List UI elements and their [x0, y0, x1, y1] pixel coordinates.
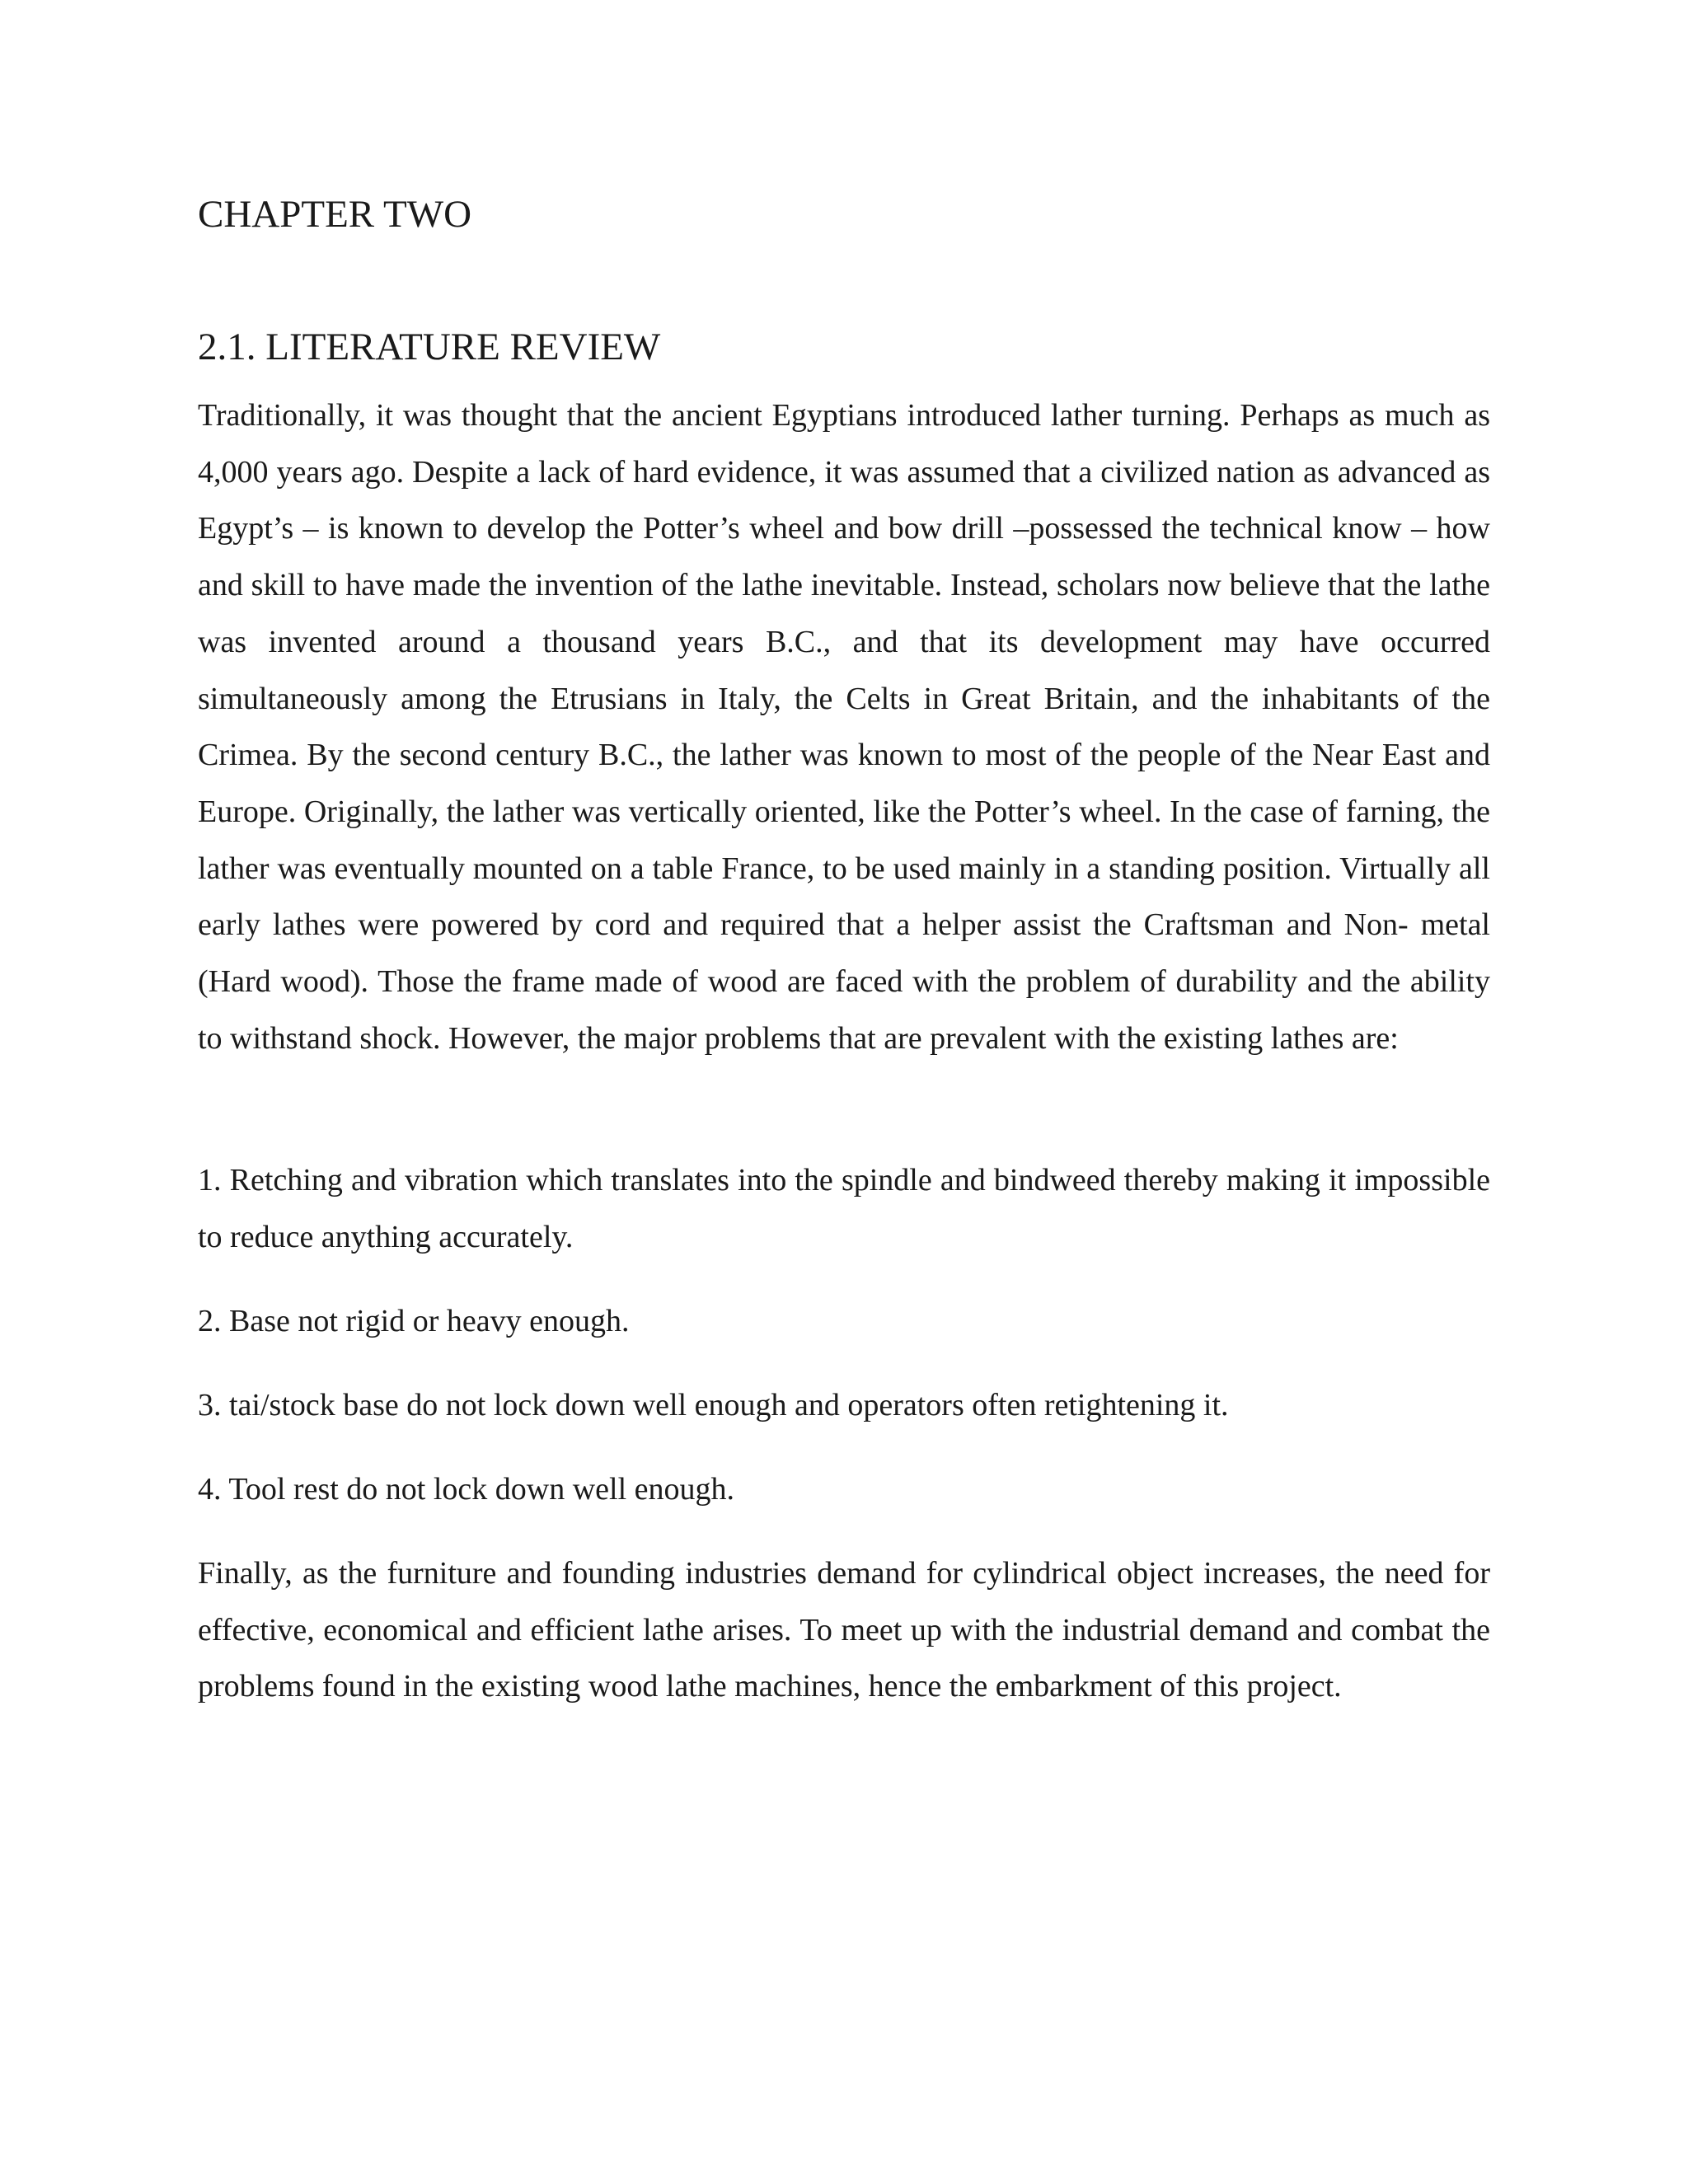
- intro-paragraph: Traditionally, it was thought that the ancient Egyptians introduced lather turning. Perhaps as much as 4,000 years ago. Despite a lack of hard evidence, it was assumed that a civilized nation as advanced as Egypt’s – is known to develop the Potter’s wheel and bow drill –possessed the technical know – how and skill to have made the invention of the lathe inevitable. Instead, scholars now believe that the lathe was invented around a thousand years B.C., and that its development may have occurred simultaneously among the Etrusians in Italy, the Celts in Great Britain, and the inhabitants of the Crimea. By the second century B.C., the lather was known to most of the people of the Near East and Europe. Originally, the lather was vertically oriented, like the Potter’s wheel. In the case of farning, the lather was eventually mounted on a table France, to be used mainly in a standing position. Virtually all early lathes were powered by cord and required that a helper assist the Craftsman and Non- metal (Hard wood). Those the frame made of wood are faced with the problem of durability and the ability to withstand shock. However, the major problems that are prevalent with the existing lathes are:: [198, 398, 1490, 1056]
- conclusion-paragraph: Finally, as the furniture and founding industries demand for cylindrical object increases, the need for effective, economical and efficient lathe arises. To meet up with the industrial demand and combat the problems found in the existing wood lathe machines, hence the embarkment of this project.: [198, 1556, 1490, 1704]
- problem-item-4: 4. Tool rest do not lock down well enough.: [198, 1472, 735, 1507]
- section-heading: 2.1. LITERATURE REVIEW: [198, 326, 661, 368]
- chapter-heading: CHAPTER TWO: [198, 193, 472, 236]
- problem-item-3: 3. tai/stock base do not lock down well enough and operators often retightening it.: [198, 1388, 1229, 1422]
- problem-item-1: 1. Retching and vibration which translates into the spindle and bindweed thereby making it impossible to reduce anything accurately.: [198, 1163, 1490, 1254]
- problem-item-2: 2. Base not rigid or heavy enough.: [198, 1304, 630, 1338]
